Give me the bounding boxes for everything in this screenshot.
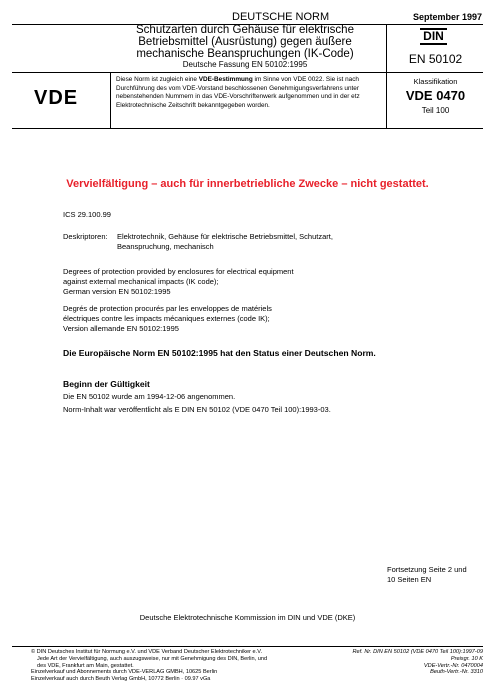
title-divider [386, 24, 387, 72]
footer-reference [313, 649, 483, 676]
fortsetzung-line-2: 10 Seiten EN [387, 575, 432, 584]
publication-date: September 1997 [412, 12, 482, 22]
footer-right-line-1: Ref. Nr. DIN EN 50102 (VDE 0470 Teil 100):1997-09 [352, 649, 483, 655]
english-title [63, 267, 294, 297]
vde-logo-divider [110, 72, 111, 128]
kommission: Deutsche Elektrotechnische Kommission im DIN und VDE (DKE) [139, 613, 356, 622]
title-subtitle: Deutsche Fassung EN 50102:1995 [182, 60, 308, 69]
vde-notice-pre: Diese Norm ist zugleich eine [116, 76, 199, 83]
footer-right-line-3: VDE-Vertr.-Nr. 0470004 [423, 662, 483, 669]
gueltigkeit-line-2: Norm-Inhalt war veröffentlicht als E DIN EN 50102 (VDE 0470 Teil 100):1993-03. [63, 405, 331, 414]
klassifikation-divider [386, 72, 387, 128]
title-line-3: mechanische Beanspruchungen (IK-Code) [136, 48, 354, 60]
footer-left-line-3: des VDE, Frankfurt am Main, gestattet. [37, 662, 134, 669]
footer-right-line-2: Preisgr. 10 K [450, 655, 483, 662]
english-line-1: Degrees of protection provided by enclosures for electrical equipment [63, 267, 294, 276]
fortsetzung-line-1: Fortsetzung Seite 2 und [387, 565, 467, 574]
vde-row-bottom-rule [12, 128, 483, 129]
footer-copyright [31, 649, 331, 683]
vde-logo [34, 88, 94, 108]
document-title [110, 24, 380, 70]
din-logo [420, 28, 447, 45]
deskriptoren-line-1: Elektrotechnik, Gehäuse für elektrische Betriebsmittel, Schutzart, [117, 232, 333, 241]
vde-notice-bold: VDE-Bestimmung [198, 76, 253, 83]
footer-left-line-1: © DIN Deutsches Institut für Normung e.V. und VDE Verband Deutscher Elektrotechniker e.V. [31, 649, 262, 655]
fortsetzung-note [387, 565, 467, 585]
footer-left-line-4: Einzelverkauf und Abonnements durch VDE-VERLAG GMBH, 10625 Berlin [31, 669, 218, 676]
din-logo-text: DIN [423, 29, 444, 43]
deskriptoren-text [117, 232, 333, 252]
status-statement: Die Europäische Norm EN 50102:1995 hat den Status einer Deutschen Norm. [63, 348, 376, 358]
title-line-1: Schutzarten durch Gehäuse für elektrische [136, 24, 354, 36]
french-line-1: Degrés de protection procurés par les enveloppes de matériels [63, 304, 272, 313]
english-line-2: against external mechanical impacts (IK code); [63, 277, 219, 286]
footer-left-line-2: Jede Art der Vervielfältigung, auch auszugsweise, nur mit Genehmigung des DIN, Berlin, und [37, 655, 268, 662]
din-number: EN 50102 [408, 52, 463, 66]
klassifikation-teil: Teil 100 [421, 106, 450, 115]
deskriptoren-label: Deskriptoren: [63, 232, 108, 241]
klassifikation-number: VDE 0470 [405, 88, 466, 103]
footer-right-line-4: Beuth-Vertr.-Nr. 3310 [430, 669, 483, 676]
norm-type: DEUTSCHE NORM [232, 11, 330, 23]
vde-notice [116, 76, 382, 110]
vde-logo-text: VDE [34, 87, 79, 109]
ics-code: ICS 29.100.99 [63, 210, 111, 219]
title-bottom-rule [12, 72, 483, 73]
english-line-3: German version EN 50102:1995 [63, 287, 171, 296]
reproduction-warning: Vervielfältigung – auch für innerbetriebliche Zwecke – nicht gestattet. [66, 178, 429, 190]
vde-notice-post: im Sinne von VDE 0022. Sie ist nach Durchführung des vom VDE-Vorstand beschlossenen Genehmigungsverfahrens unter nebenstehenden Nummern in das VDE-Vorschriftenwerk aufgenommen und in der etz Elektrotechnische Zeitschrift bekanntgegeben worden. [116, 76, 360, 109]
gueltigkeit-line-1: Die EN 50102 wurde am 1994-12-06 angenommen. [63, 392, 236, 401]
french-line-2: électriques contre les impacts mécaniques externes (code IK); [63, 314, 270, 323]
footer-rule [12, 646, 483, 647]
deskriptoren-line-2: Beanspruchung, mechanisch [117, 242, 214, 251]
title-line-2: Betriebsmittel (Ausrüstung) gegen äußere [138, 36, 352, 48]
gueltigkeit-heading: Beginn der Gültigkeit [63, 379, 150, 389]
french-title [63, 304, 272, 334]
french-line-3: Version allemande EN 50102:1995 [63, 324, 179, 333]
footer-left-line-5: Einzelverkauf auch durch Beuth Verlag GmbH, 10772 Berlin · 09.97 vGa [31, 676, 211, 683]
klassifikation-label: Klassifikation [413, 77, 458, 86]
